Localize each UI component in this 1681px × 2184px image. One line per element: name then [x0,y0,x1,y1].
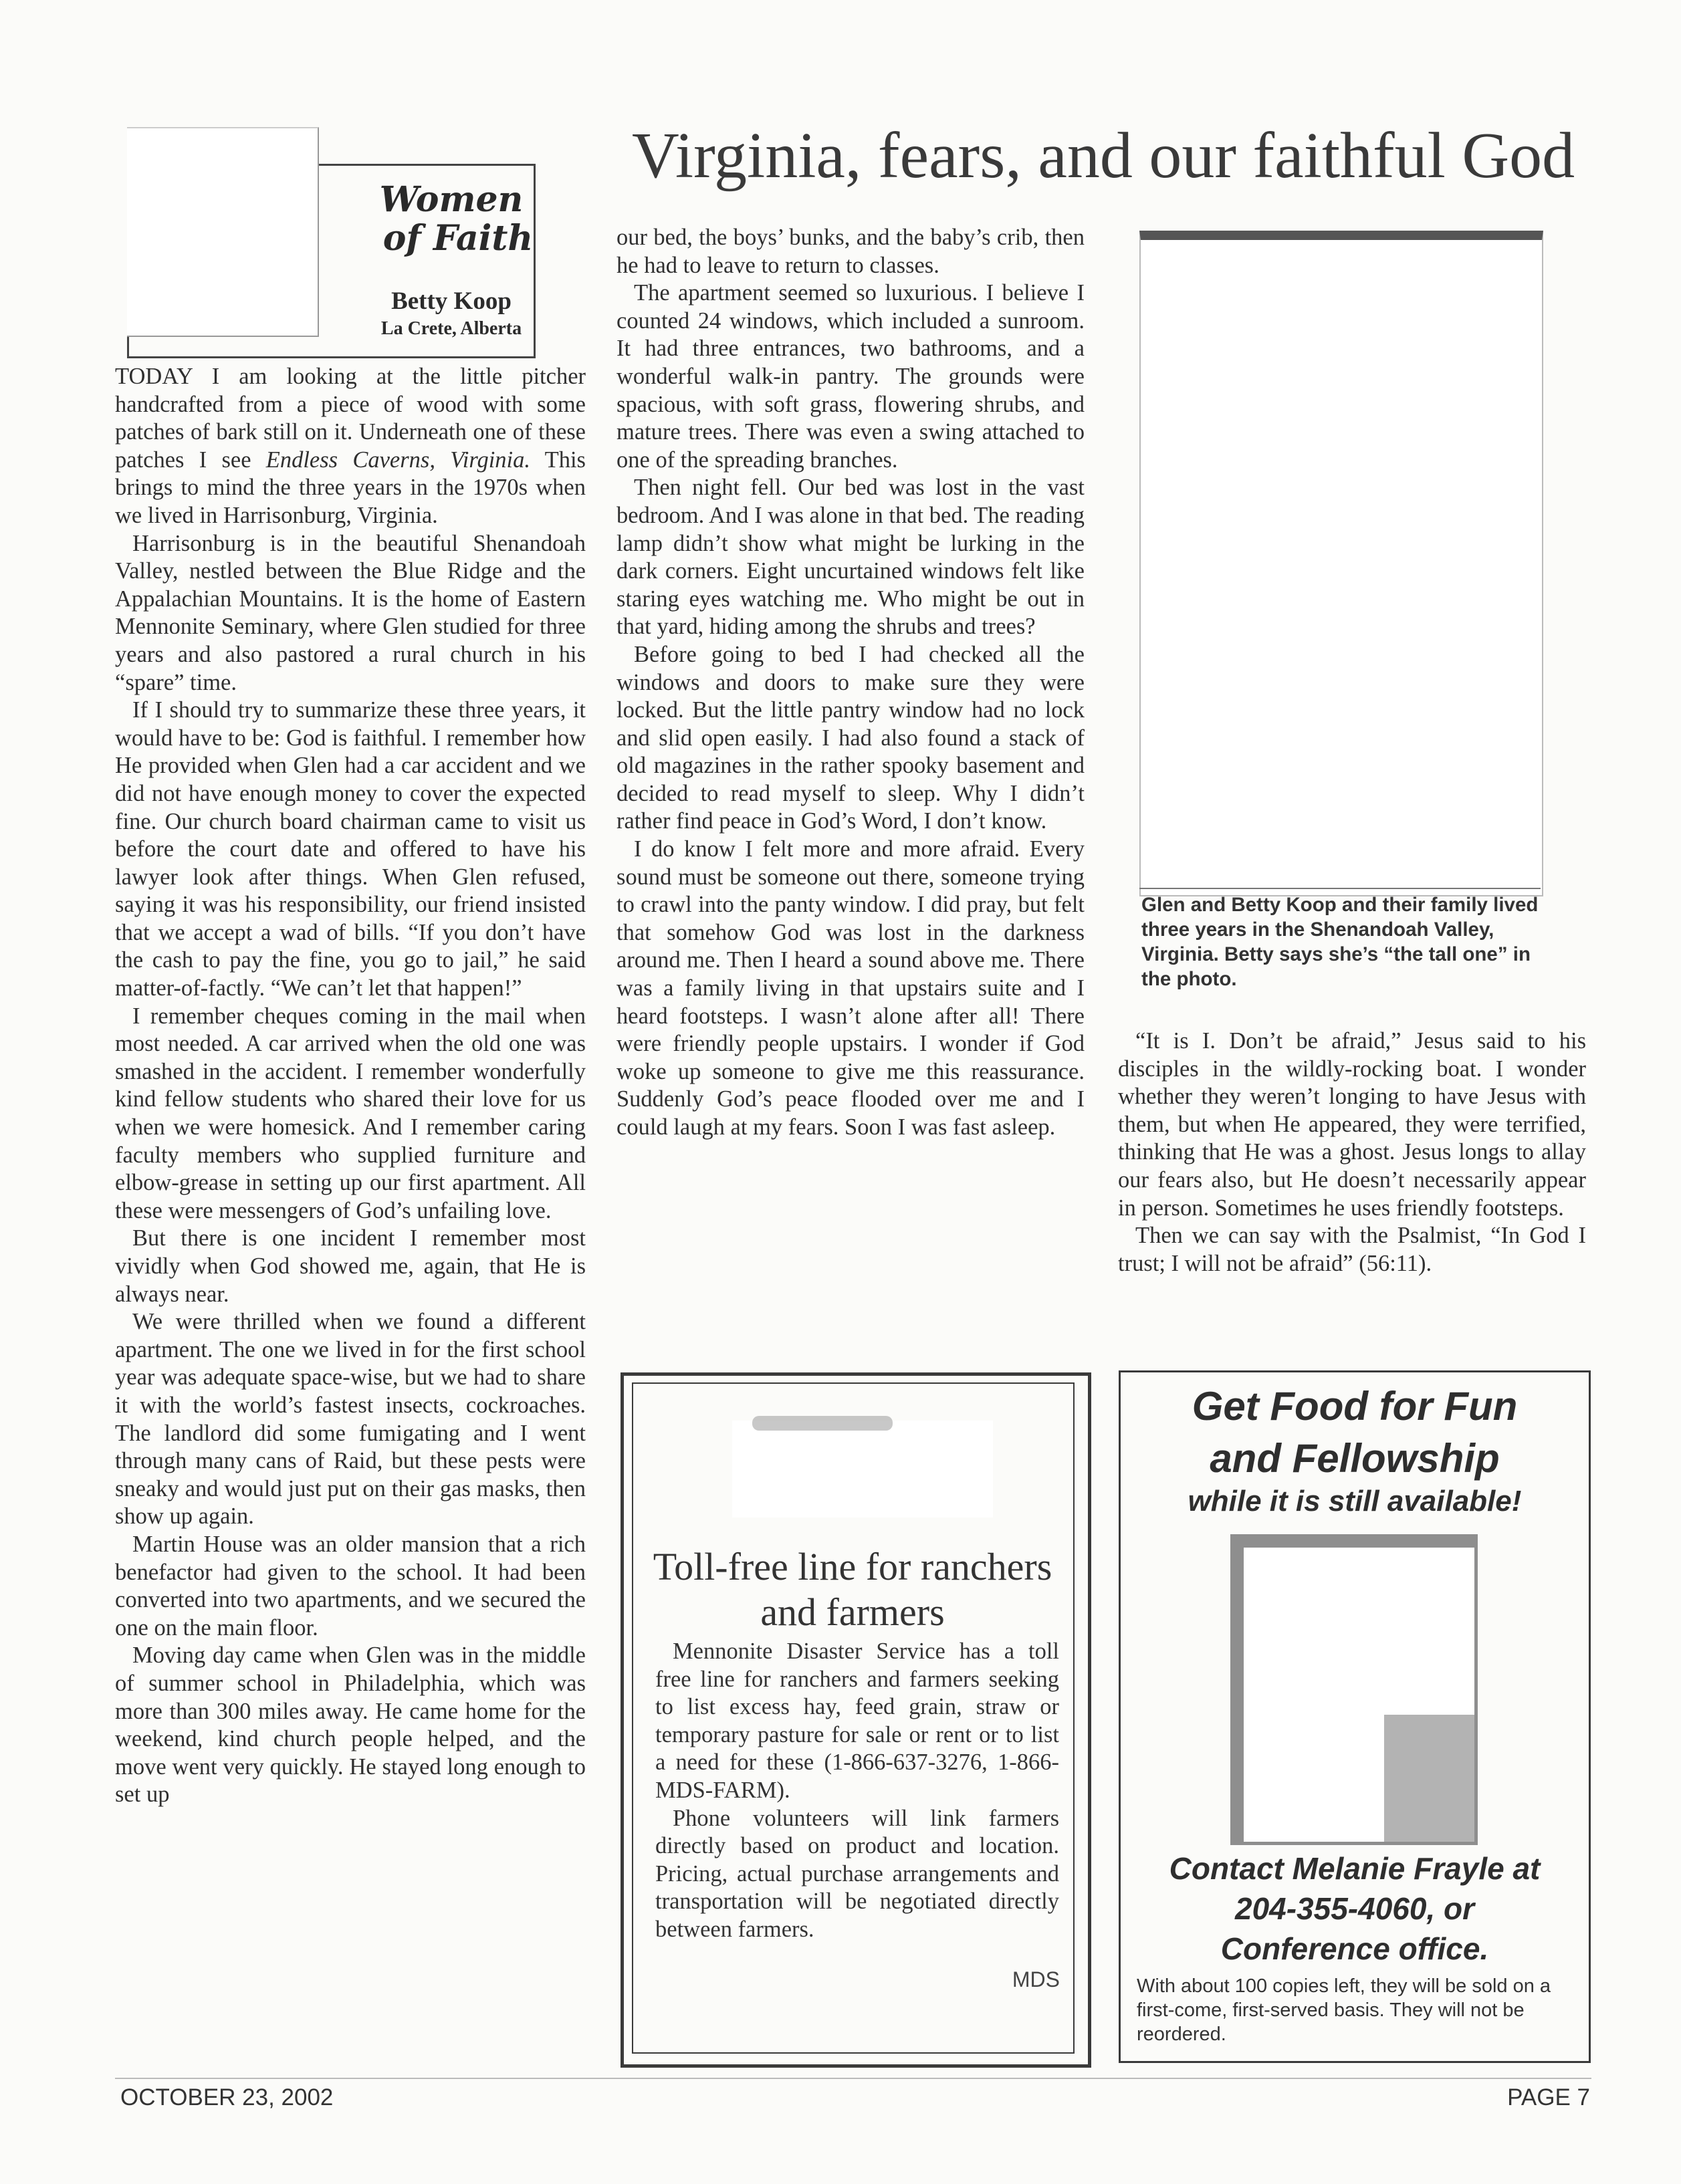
author-photo [127,127,319,337]
paragraph: If I should try to summarize these three years, it would have to be: God is faithful. I remember how He provided when Glen had a car accident and we did not have enough money to cover the expected fine. Our church board chairman came to visit us before the court date and offered to have his lawyer look after things. When Glen refused, saying it was his responsibility, our friend insisted that we accept a wad of bills. “If you don’t have the cash to pay the fine, you go to jail,” he said matter-of-factly. “We can’t let that happen!” [115,697,586,1001]
cookbook-cover-strip [1384,1715,1474,1842]
text-run: TODAY I am looking at the little pitcher handcrafted from a piece of wood with some patches of bark still on it. Underneath one of these patches I see [115,364,586,473]
text-run: This brings to mind the three years in the 1970s when we lived in Harrisonburg, Virginia. [115,447,586,528]
cookbook-ad-headline-1: Get Food for Fun [1192,1384,1518,1429]
paragraph: Martin House was an older mansion that a rich benefactor had given to the school. It had been converted into two apartments, and we secured the one on the main floor. [115,1531,586,1641]
cookbook-ad-subhead: while it is still available! [1188,1485,1522,1518]
issue-date: OCTOBER 23, 2002 [120,2084,334,2110]
contact-phone: 204-355-4060, or [1234,1891,1475,1926]
cookbook-ad-contact [1119,1848,1591,1969]
article-column-1 [115,363,586,1809]
paragraph: Moving day came when Glen was in the middle of summer school in Philadelphia, which was more than 300 miles away. He came home for the weekend, kind church people helped, and the move went very quickly. He stayed long enough to set up [115,1643,586,1808]
mds-logo [732,1421,993,1518]
paragraph: But there is one incident I remember most vividly when God showed me, again, that He is always near. [115,1225,586,1307]
paragraph: We were thrilled when we found a different apartment. The one we lived in for the first school year was adequate space-wise, but we had to share it with the world’s fastest insects, cockroaches. The landlord did some fumigating and I went through many cans of Raid, but these pests were sneaky and would just put on their gas masks, then show up again. [115,1309,586,1530]
paragraph: I remember cheques coming in the mail when most needed. A car arrived when the old one was smashed in the accident. I remember wonderfully kind fellow students who shared their love for us when we were homesick. And I remember caring faculty members who supplied furniture and elbow-grease in setting up our first apartment. All these were messengers of God’s unfailing love. [115,1003,586,1223]
contact-line: Conference office. [1220,1931,1489,1966]
footer-divider [115,2078,1591,2079]
author-location: La Crete, Alberta [380,318,522,339]
paragraph: The apartment seemed so luxurious. I believe I counted 24 windows, which included a sunroom. It had three entrances, two bathrooms, and a wonderful walk-in pantry. The grounds were spacious, with soft grass, flowering shrubs, and mature trees. There was even a swing attached to one of the spreading branches. [617,280,1085,473]
photo-caption: Glen and Betty Koop and their family lived three years in the Shenandoah Valley, Virginia. Betty says she’s “the tall one” in the photo. [1141,894,1539,990]
paragraph [115,363,586,530]
cookbook-ad-note: With about 100 copies left, they will be sold on a first-come, first-served basis. They will not be reordered. [1137,1975,1551,2045]
caption-divider [1139,888,1541,889]
paragraph: Harrisonburg is in the beautiful Shenandoah Valley, nestled between the Blue Ridge and the Appalachian Mountains. It is the home of Eastern Mennonite Seminary, where Glen studied for three years and also pastored a rural church in his “spare” time. [115,530,586,695]
paragraph: Phone volunteers will link farmers directly based on product and location. Pricing, actual purchase arrangements and transportation will be negotiated directly between farmers. [655,1805,1059,1942]
column-title [361,180,542,258]
article-column-3 [1118,1027,1586,1278]
cookbook-ad-headline-2: and Fellowship [1210,1436,1500,1481]
mds-ad-body [655,1638,1059,1944]
column-title-line1: Women [379,179,524,220]
article-headline: Virginia, fears, and our faithful God [632,120,1575,192]
paragraph: Before going to bed I had checked all the windows and doors to make sure they were locked. But the little pantry window had no lock and slid open easily. I had also found a stack of old magazines in the rather spooky basement and decided to read myself to sleep. Why I didn’t rather find peace in God’s Word, I don’t know. [617,641,1085,834]
mds-ad-title: Toll-free line for ranchers and farmers [653,1545,1052,1634]
paragraph: “It is I. Don’t be afraid,” Jesus said to his disciples in the wildly-rocking boat. I wonder whether they weren’t longing to have Jesus with them, but when He appeared, they were terrified, thinking that He was a ghost. Jesus longs to allay our fears also, but He doesn’t necessarily appear in person. Sometimes he uses friendly footsteps. [1118,1028,1586,1221]
logo-shadow [752,1416,893,1431]
italic-place-name: Endless Caverns, Virginia. [265,447,531,473]
paragraph: Mennonite Disaster Service has a toll free line for ranchers and farmers seeking to list excess hay, feed grain, straw or temporary pasture for sale or rent or to list a need for these (1-866-637-3276, 1-866-MDS-FARM). [655,1639,1059,1803]
column-title-line2: of Faith [382,218,534,259]
contact-line: Contact Melanie Frayle at [1169,1851,1541,1886]
paragraph: Then night fell. Our bed was lost in the vast bedroom. And I was alone in that bed. The reading lamp didn’t show what might be lurking in the dark corners. Eight uncurtained windows felt like staring eyes watching me. Who might be out in that yard, hiding among the shrubs and trees? [617,475,1085,640]
paragraph: Then we can say with the Psalmist, “In God I trust; I will not be afraid” (56:11). [1118,1223,1586,1276]
family-photo [1139,231,1543,896]
article-column-2 [617,224,1085,1142]
paragraph: I do know I felt more and more afraid. Every sound must be someone out there, someone trying to crawl into the panty window. I did pray, but felt that somehow God was lost in the darkness around me. Then I heard a sound above me. There was a family living in that upstairs suite and I heard footsteps. I wasn’t alone after all! There were friendly people upstairs. I wonder if God woke up someone to give me this reassurance. Suddenly God’s peace flooded over me and I could laugh at my fears. Soon I was fast asleep. [617,836,1085,1140]
mds-ad-signature: MDS [1012,1967,1060,1991]
author-name: Betty Koop [391,287,512,315]
paragraph: our bed, the boys’ bunks, and the baby’s crib, then he had to leave to return to classes. [617,225,1085,278]
page-number: PAGE 7 [1507,2084,1590,2110]
